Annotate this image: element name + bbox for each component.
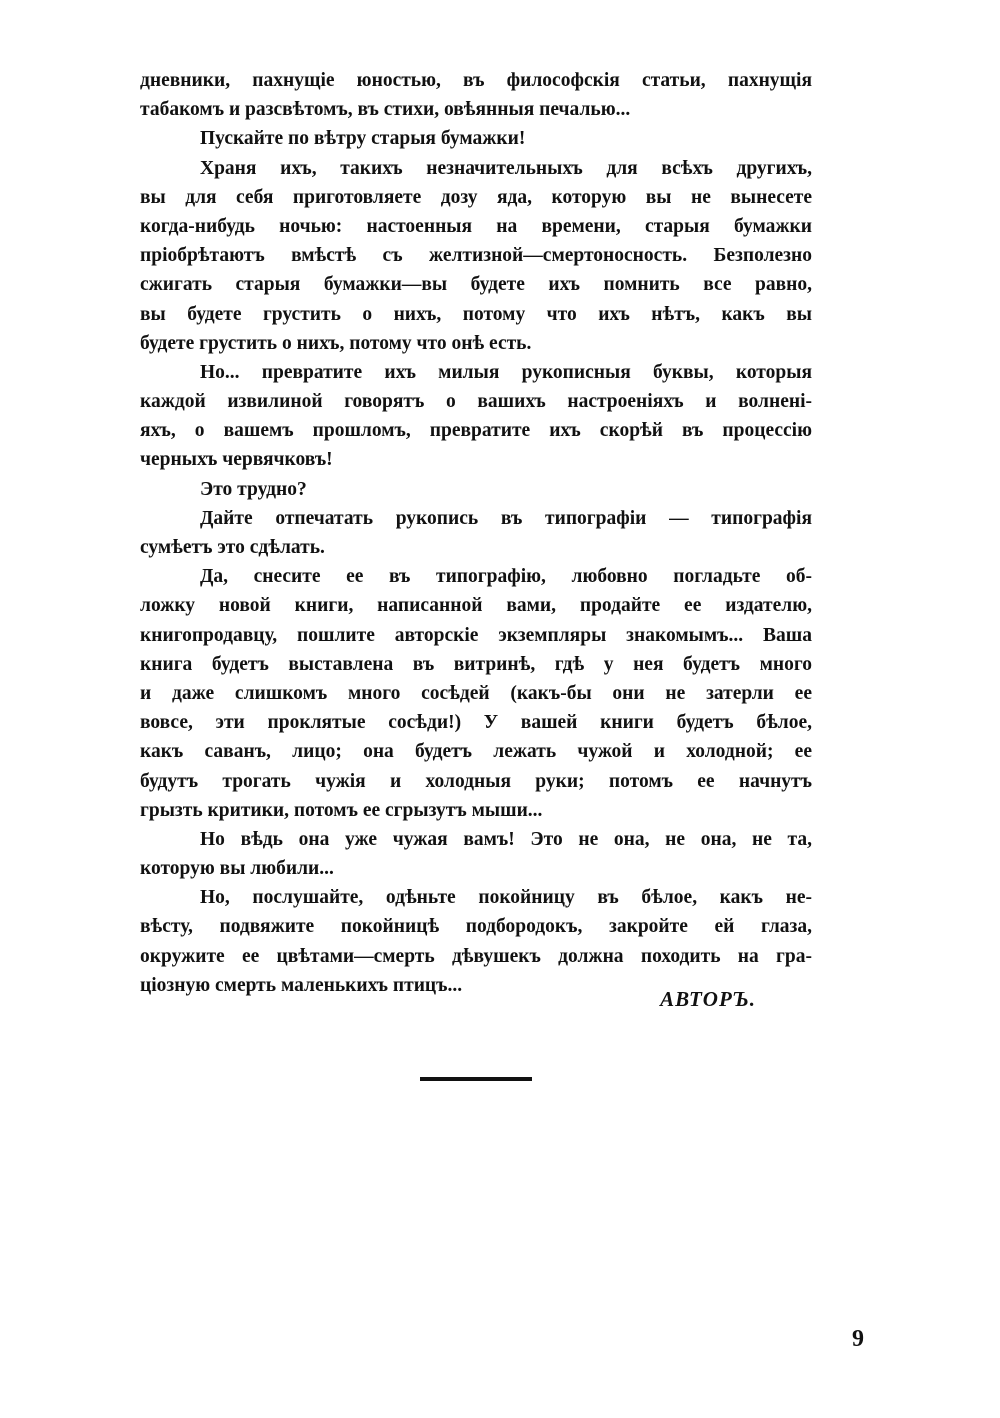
text-line: будутъ трогать чужія и холодныя руки; потомъ ее начнутъ: [140, 770, 812, 792]
author-signature: АВТОРЪ.: [660, 987, 756, 1011]
text-line: будете грустить о нихъ, потому что онѣ есть.: [140, 332, 532, 354]
text-line: Храня ихъ, такихъ незначительныхъ для всѣхъ другихъ,: [200, 157, 812, 179]
text-line: Но, послушайте, одѣньте покойницу въ бѣлое, какъ не-: [200, 887, 812, 909]
text-line: вы для себя приготовляете дозу яда, которую вы не вынесете: [140, 186, 812, 208]
text-line: Это трудно?: [200, 478, 307, 500]
text-line: яхъ, о вашемъ прошломъ, превратите ихъ скорѣй въ процессію: [140, 420, 812, 442]
text-line: пріобрѣтаютъ вмѣстѣ съ желтизной—смертоносность. Безполезно: [140, 245, 812, 267]
text-line: книга будетъ выставлена въ витринѣ, гдѣ у нея будетъ много: [140, 653, 812, 675]
text-line: каждой извилиной говорятъ о вашихъ настроеніяхъ и волненi-: [140, 391, 812, 413]
paragraph: [140, 504, 812, 562]
text-line: и даже слишкомъ много сосѣдей (какъ-бы они не затерли ее: [140, 682, 812, 704]
text-line: табакомъ и разсвѣтомъ, въ стихи, овѣянныя печалью...: [140, 99, 631, 121]
paragraph: [140, 825, 812, 883]
section-divider-rule: [420, 1077, 532, 1081]
text-line: черныхъ червячковъ!: [140, 449, 333, 471]
text-line: когда-нибудь ночью: настоенныя на времени, старыя бумажки: [140, 215, 812, 237]
text-line: ложку новой книги, написанной вами, продайте ее издателю,: [140, 595, 812, 617]
paragraph: [140, 124, 812, 153]
text-line: вовсе, эти проклятые сосѣди!) У вашей книги будетъ бѣлое,: [140, 712, 812, 734]
text-line: грызть критики, потомъ ее сгрызутъ мыши...: [140, 799, 543, 821]
text-line: которую вы любили...: [140, 858, 334, 880]
text-line: дневники, пахнущіе юностью, въ философскія статьи, пахнущія: [140, 70, 812, 91]
paragraph: [140, 475, 812, 504]
text-line: вы будете грустить о нихъ, потому что ихъ нѣтъ, какъ вы: [140, 303, 812, 325]
paragraph: [140, 883, 812, 1000]
text-line: вѣсту, подвяжите покойницѣ подбородокъ, закройте ей глаза,: [140, 916, 812, 938]
paragraph: [140, 358, 812, 475]
text-line: сжигать старыя бумажки—вы будете ихъ помнить все равно,: [140, 274, 812, 296]
text-line: Но вѣдь она уже чужая вамъ! Это не она, не она, не та,: [200, 828, 812, 850]
page-number: 9: [852, 1326, 864, 1352]
text-line: Пускайте по вѣтру старыя бумажки!: [200, 128, 526, 150]
paragraph: [140, 562, 812, 825]
text-line: Дайте отпечатать рукопись въ типографіи — типографія: [200, 507, 812, 529]
text-line: Да, снесите ее въ типографію, любовно погладьте об-: [200, 566, 812, 588]
text-line: Но... превратите ихъ милыя рукописныя буквы, которыя: [200, 361, 812, 383]
text-line: сумѣетъ это сдѣлать.: [140, 537, 325, 558]
text-line: какъ саванъ, лицо; она будетъ лежать чужой и холодной; ее: [140, 741, 812, 763]
body-text: [140, 66, 812, 1000]
text-line: ціозную смерть маленькихъ птицъ...: [140, 974, 463, 996]
text-line: окружите ее цвѣтами—смерть дѣвушекъ должна походить на гра-: [140, 945, 812, 967]
paragraph: [140, 66, 812, 124]
paragraph: [140, 154, 812, 358]
text-line: книгопродавцу, пошлите авторскіе экземпляры знакомымъ... Ваша: [140, 624, 812, 646]
